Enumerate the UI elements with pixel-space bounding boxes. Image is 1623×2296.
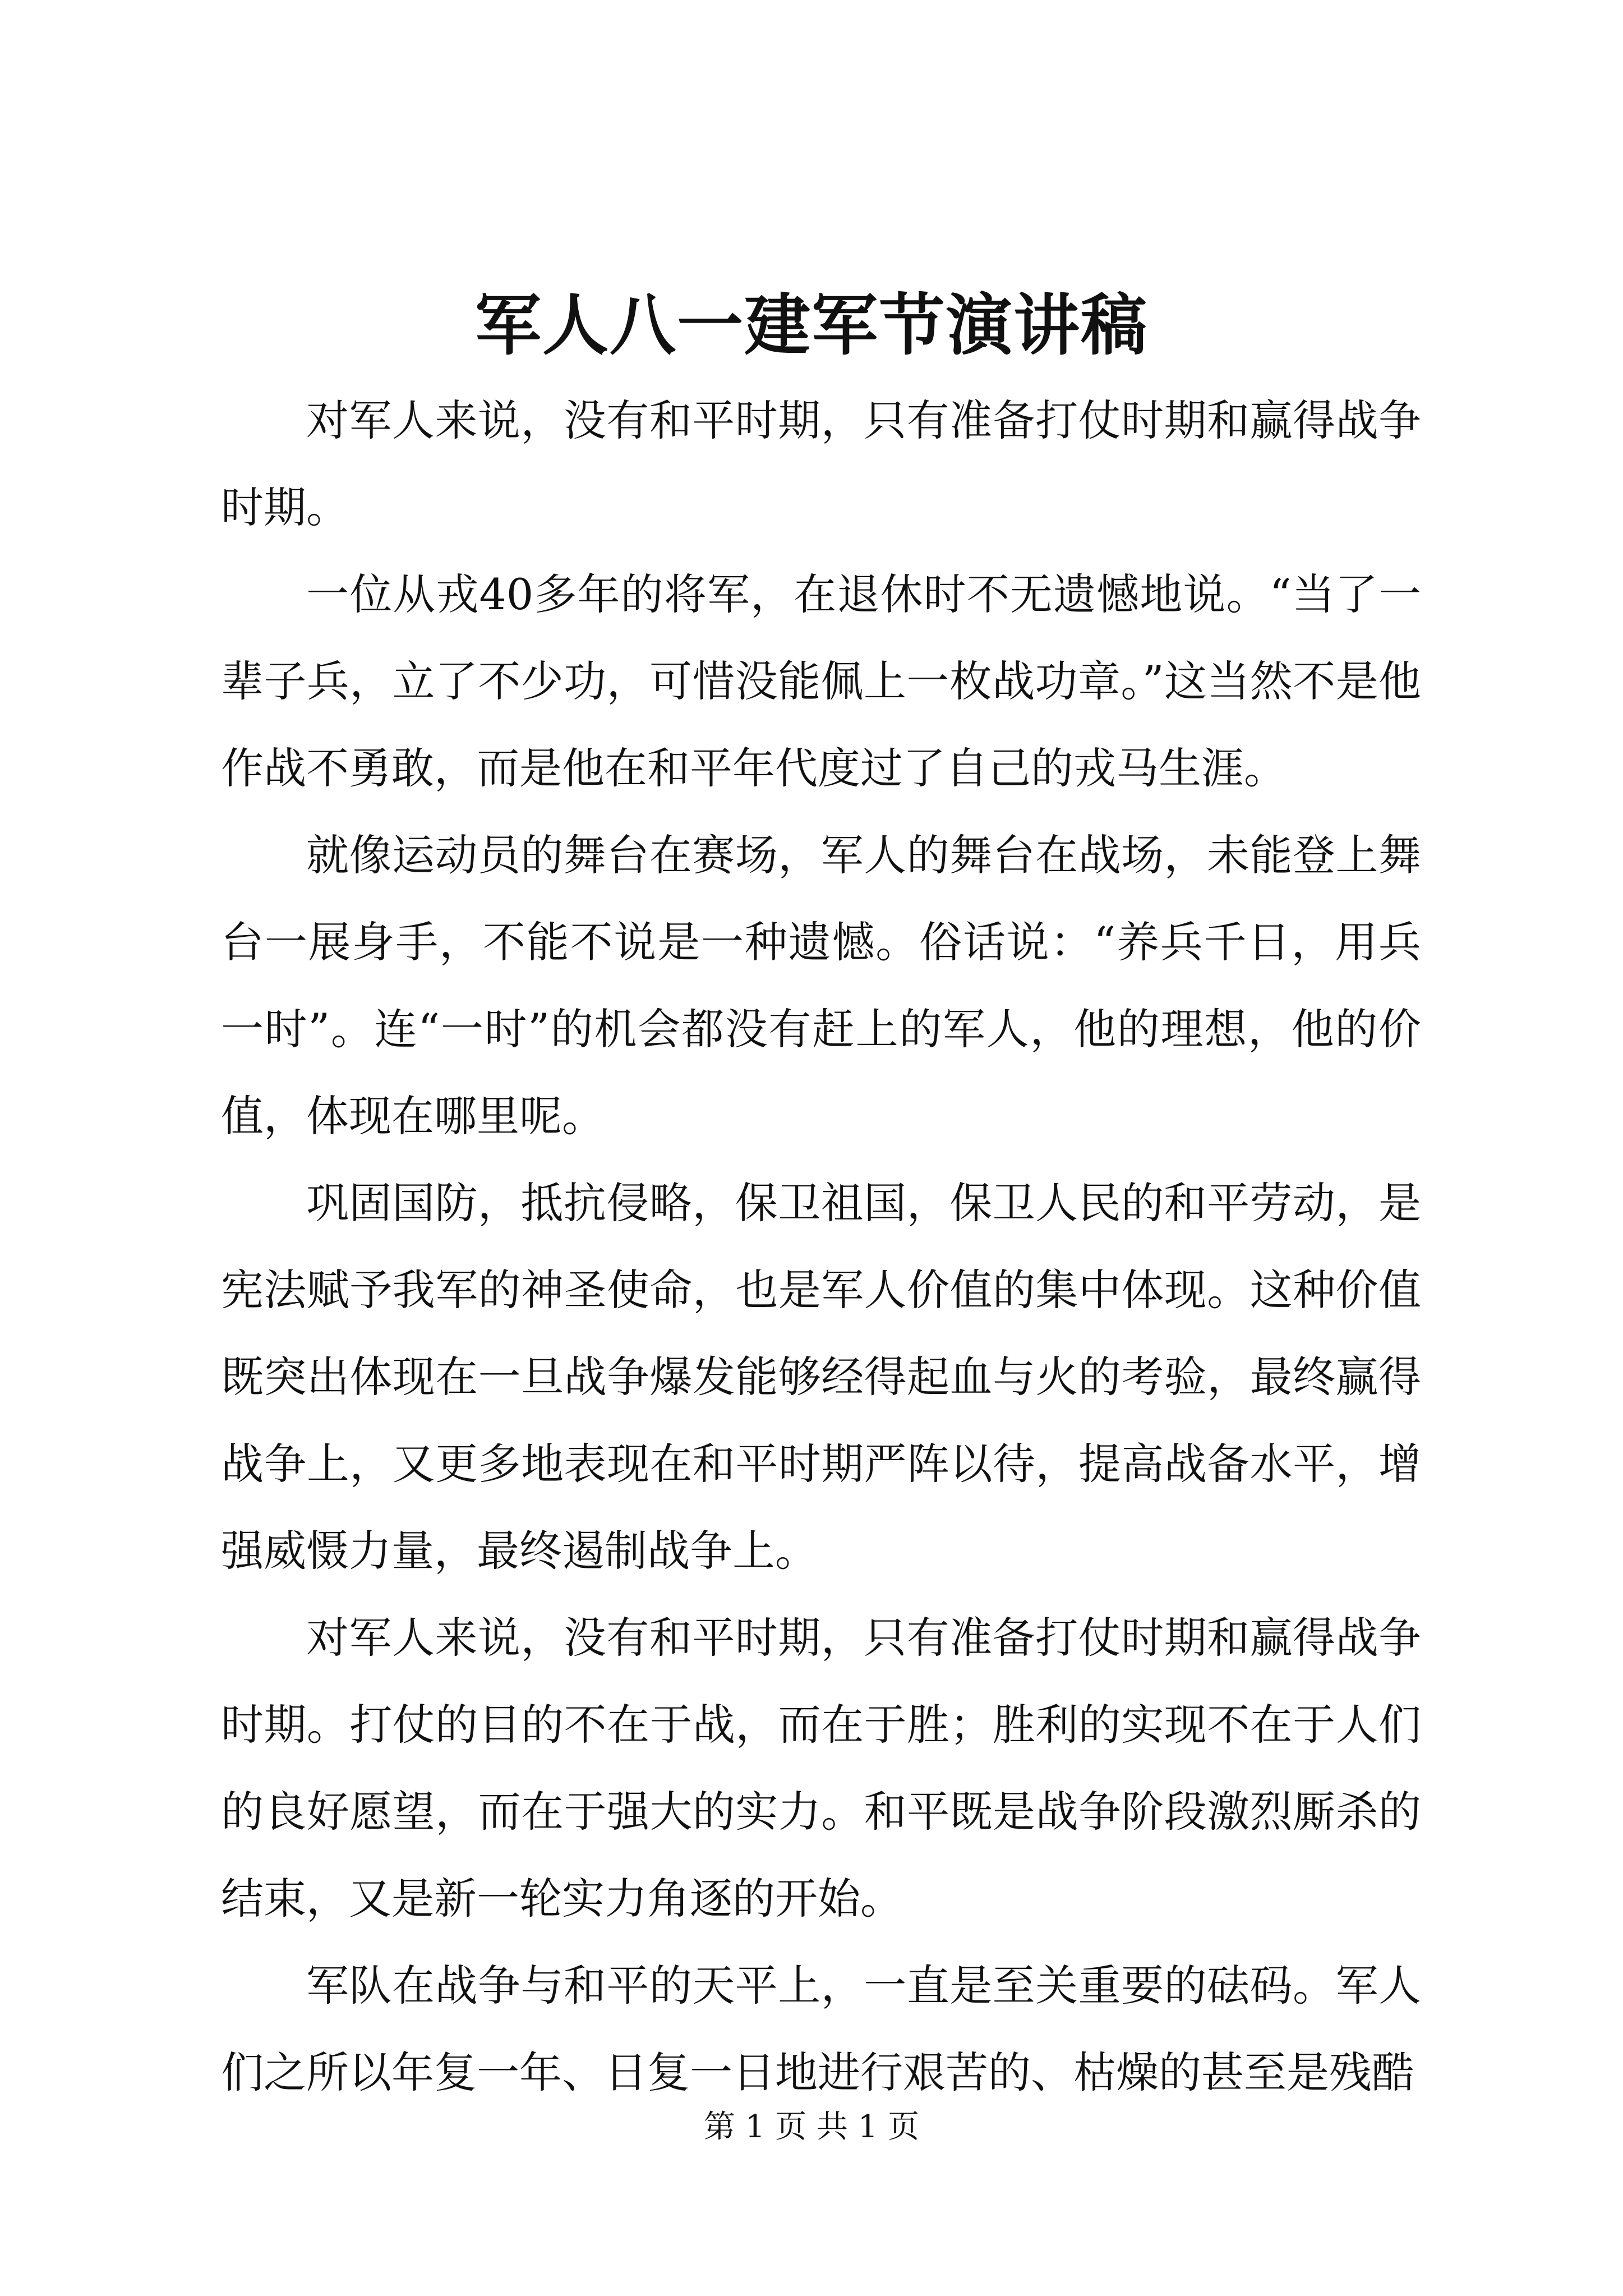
paragraph: 巩固国防，抵抗侵略，保卫祖国，保卫人民的和平劳动，是宪法赋予我军的神圣使命，也是军人价值的集中体现。这种价值既突出体现在一旦战争爆发能够经得起血与火的考验，最终赢得战争上，又更多地表现在和平时期严阵以待，提高战备水平，增强威慑力量，最终遏制战争上。: [221, 1178, 1421, 1576]
document-body: [221, 377, 1421, 2116]
paragraph: 军队在战争与和平的天平上，一直是至关重要的砝码。军人们之所以年复一年、日复一日地进行艰苦的、枯燥的甚至是残酷: [221, 1961, 1421, 2097]
page-number-footer: 第 1 页 共 1 页: [703, 2109, 920, 2145]
paragraph: 就像运动员的舞台在赛场，军人的舞台在战场，未能登上舞台一展身手，不能不说是一种遗憾。俗话说：“养兵千日，用兵一时”。连“一时”的机会都没有赶上的军人，他的理想，他的价值，体现在哪里呢。: [221, 830, 1421, 1141]
paragraph: 一位从戎40多年的将军，在退休时不无遗憾地说。“当了一辈子兵，立了不少功，可惜没能佩上一枚战功章。”这当然不是他作战不勇敢，而是他在和平年代度过了自己的戎马生涯。: [221, 569, 1421, 793]
paragraph: 对军人来说，没有和平时期，只有准备打仗时期和赢得战争时期。: [221, 395, 1421, 532]
paragraph: 对军人来说，没有和平时期，只有准备打仗时期和赢得战争时期。打仗的目的不在于战，而在于胜；胜利的实现不在于人们的良好愿望，而在于强大的实力。和平既是战争阶段激烈厮杀的结束，又是新一轮实力角逐的开始。: [221, 1613, 1421, 1924]
document-title: 军人八一建军节演讲稿: [474, 286, 1148, 364]
